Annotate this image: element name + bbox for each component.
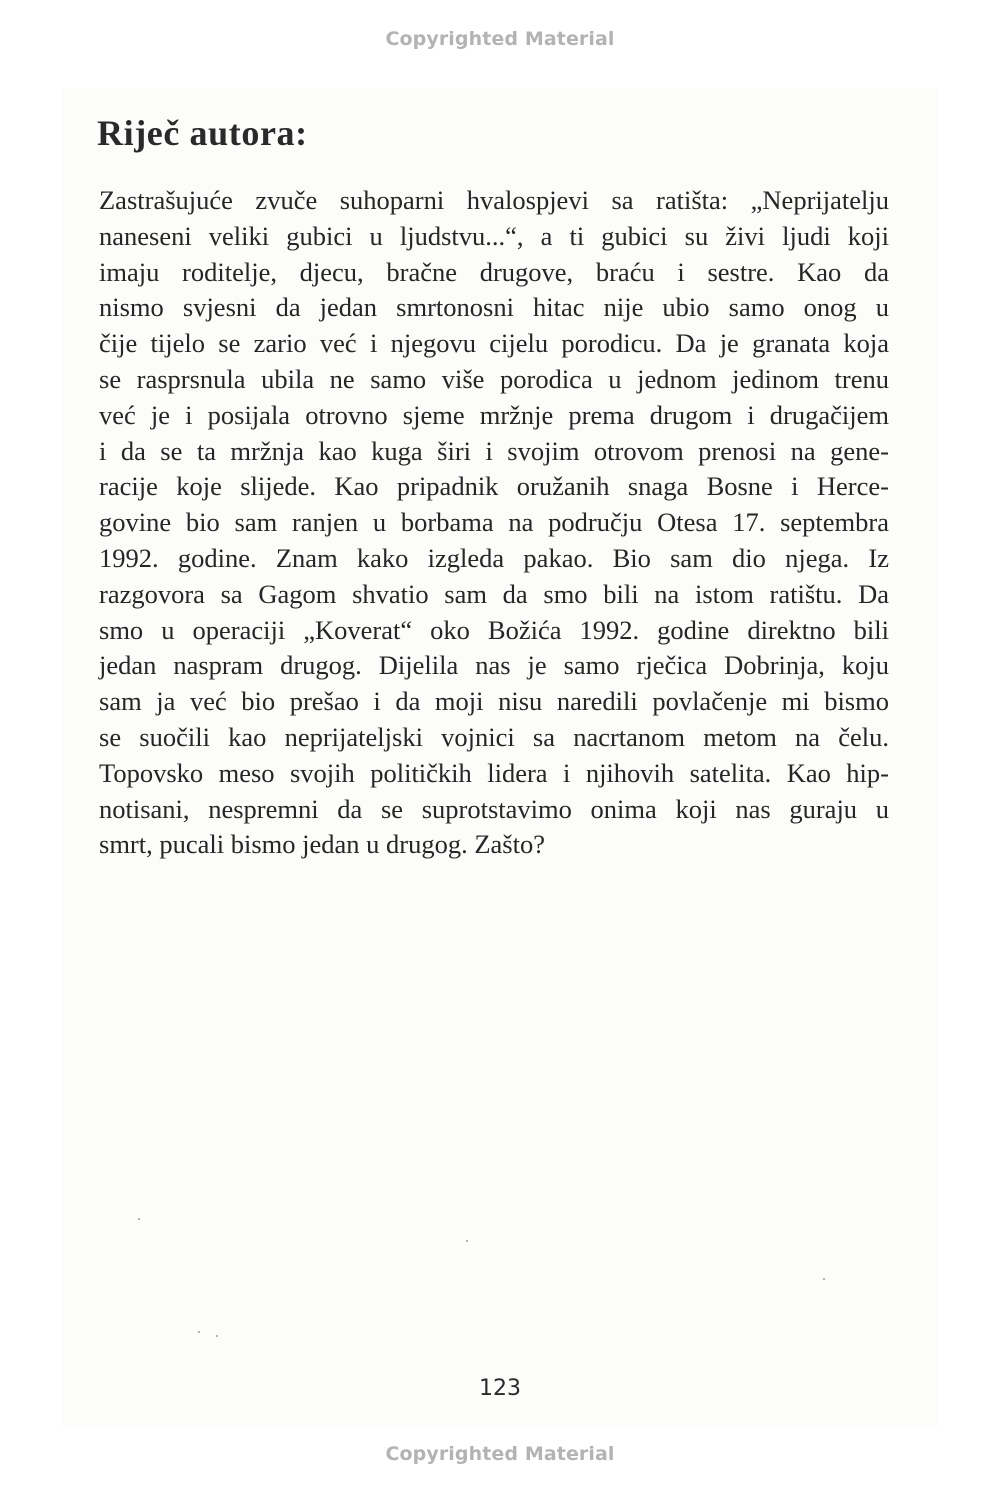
scan-speck — [198, 1331, 200, 1333]
scan-speck — [466, 1240, 468, 1242]
text-line: čije tijelo se zario već i njegovu cijelu porodicu. Da je granata koja — [99, 328, 889, 359]
text-line: i da se ta mržnja kao kuga širi i svojim otrovom prenosi na gene- — [99, 435, 889, 466]
copyright-watermark-bottom: Copyrighted Material — [385, 1443, 615, 1465]
text-line: se suočili kao neprijateljski vojnici sa nacrtanom metom na čelu. — [99, 721, 889, 752]
text-line: naneseni veliki gubici u ljudstvu...“, a ti gubici su živi ljudi koji — [99, 220, 889, 251]
text-line: nismo svjesni da jedan smrtonosni hitac nije ubio samo onog u — [99, 292, 889, 323]
text-line: govine bio sam ranjen u borbama na području Otesa 17. septembra — [99, 507, 889, 538]
text-line: već je i posijala otrovno sjeme mržnje prema drugom i drugačijem — [99, 399, 889, 430]
text-line: smo u operaciji „Koverat“ oko Božića 1992. godine direktno bili — [99, 614, 889, 645]
text-line: razgovora sa Gagom shvatio sam da smo bili na istom ratištu. Da — [99, 578, 889, 609]
text-line: 1992. godine. Znam kako izgleda pakao. Bio sam dio njega. Iz — [99, 542, 889, 573]
text-line: jedan naspram drugog. Dijelila nas je samo rječica Dobrinja, koju — [99, 650, 889, 681]
text-line: smrt, pucali bismo jedan u drugog. Zašto? — [99, 829, 545, 860]
scan-speck — [216, 1335, 218, 1337]
body-paragraph — [99, 183, 889, 863]
scan-speck — [138, 1218, 140, 1220]
text-line: se rasprsnula ubila ne samo više porodica u jednom jedinom trenu — [99, 363, 889, 394]
page-number: 123 — [479, 1376, 521, 1401]
scan-speck — [823, 1278, 825, 1280]
text-line: racije koje slijede. Kao pripadnik oružanih snaga Bosne i Herce- — [99, 471, 889, 502]
text-line: notisani, nespremni da se suprotstavimo onima koji nas guraju u — [99, 793, 889, 824]
text-line: imaju roditelje, djecu, bračne drugove, braću i sestre. Kao da — [99, 256, 889, 287]
text-line: Topovsko meso svojih političkih lidera i njihovih satelita. Kao hip- — [99, 757, 889, 788]
text-line: sam ja već bio prešao i da moji nisu naredili povlačenje mi bismo — [99, 686, 889, 717]
copyright-watermark-top: Copyrighted Material — [385, 28, 615, 50]
text-line: Zastrašujuće zvuče suhoparni hvalospjevi sa ratišta: „Neprijatelju — [99, 185, 889, 215]
section-heading: Riječ autora: — [97, 113, 308, 153]
